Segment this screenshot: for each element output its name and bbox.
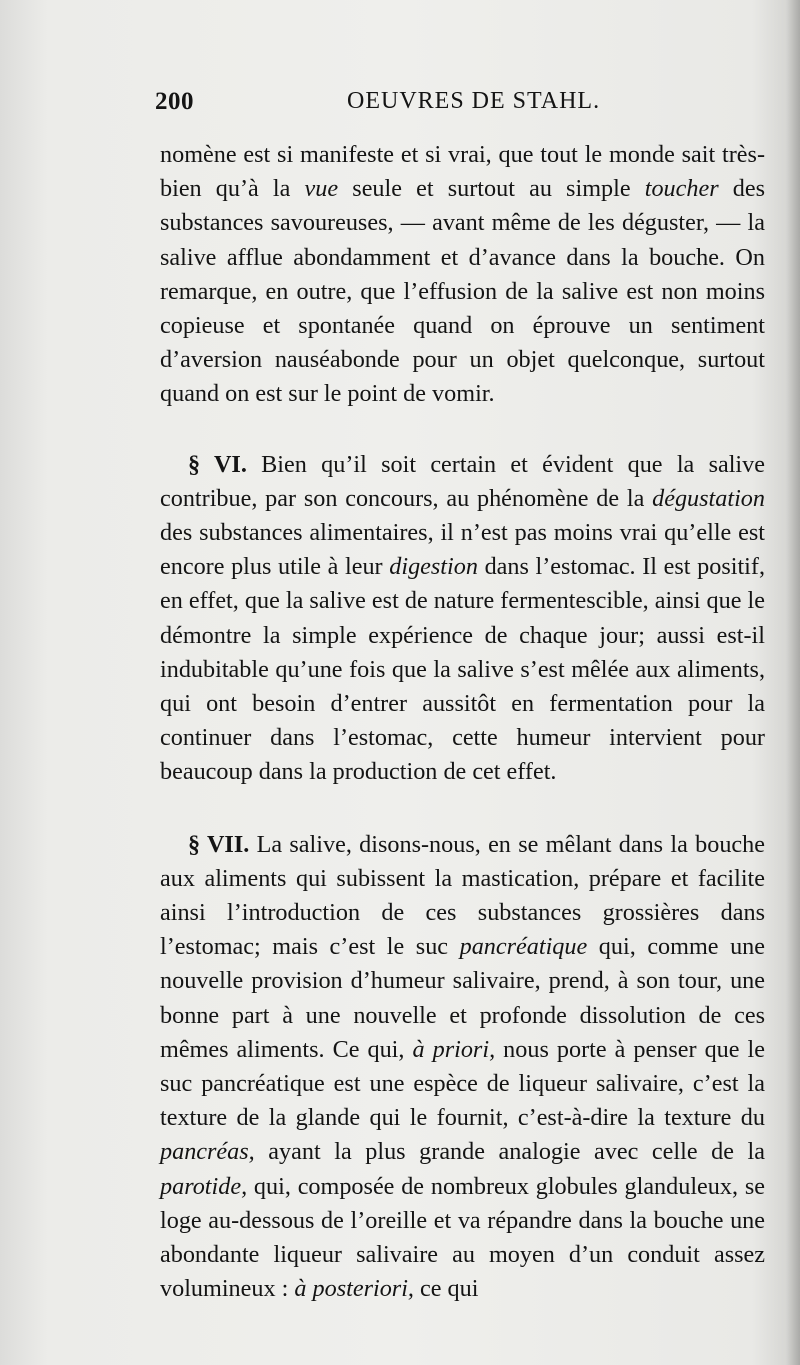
italic-run: à posteriori, (294, 1275, 414, 1303)
section-marker: § VI. (188, 450, 247, 478)
italic-run: vue (304, 175, 339, 203)
italic-run: digestion (389, 553, 478, 581)
paragraph-gap (160, 412, 765, 448)
section-marker: § VII. (188, 830, 250, 858)
italic-run: à priori, (412, 1035, 496, 1063)
text-run: des substances savoureuses, — avant même de les déguster, — la salive afflue abondamment et d’avance dans la bouche. On remarque, en outre, que l’effusion de la salive est non moins copieuse et spontanée quand on éprouve un sentiment d’aversion nauséabonde pour un objet quelconque, surtout quand on est sur le point de vomir. (160, 175, 766, 408)
italic-run: parotide, (160, 1172, 248, 1200)
paragraph-continuation (160, 138, 765, 412)
text-run: qui, comme une nouvelle provision d’humeur salivaire, prend, à son tour, une bonne part à une nouvelle et profonde dissolution de ces mêmes aliments. Ce qui, (160, 933, 765, 1063)
italic-run: toucher (644, 175, 719, 203)
text-run: Bien qu’il soit certain et évident que la salive contribue, par son concours, au phénomène de la (160, 450, 765, 512)
page-header (155, 88, 773, 122)
text-run: qui, composée de nombreux globules glanduleux, se loge au-dessous de l’oreille et va répandre dans la bouche une abondante liqueur salivaire au moyen d’un conduit assez volumineux : (160, 1172, 765, 1303)
text-run: dans l’estomac. Il est positif, en effet, que la salive est de nature fermentescible, ainsi que le démontre la simple expérience de chaque jour; aussi est-il indubitable qu’une fois que la salive s’est mêlée aux aliments, qui ont besoin d’entrer aussitôt en fermentation pour la continuer dans l’estomac, cette humeur intervient pour beaucoup dans la production de cet effet. (160, 553, 765, 786)
italic-run: pancréatique (459, 933, 588, 961)
text-run: ce qui (413, 1275, 479, 1303)
text-run: nous porte à penser que le suc pancréatique est une espèce de liqueur salivaire, c’est la texture de la glande qui le fournit, c’est-à-dire la texture du (160, 1035, 765, 1132)
text-run: ayant la plus grande analogie avec celle de la (254, 1138, 765, 1166)
text-run: La salive, disons-nous, en se mêlant dans la bouche aux aliments qui subissent la mastication, prépare et facilite ainsi l’introduction de ces substances grossières dans l’estomac; mais c’est le suc (160, 830, 765, 961)
page-number: 200 (155, 88, 194, 115)
paragraph-section-vi (160, 448, 765, 790)
text-run: des substances alimentaires, il n’est pas moins vrai qu’elle est encore plus utile à leur (160, 519, 765, 581)
running-head: OEUVRES DE STAHL. (347, 88, 601, 114)
italic-run: dégustation (652, 484, 765, 512)
paragraph-section-vii (160, 828, 765, 1307)
paragraph-gap (160, 790, 765, 828)
italic-run: pancréas, (160, 1138, 255, 1166)
page-edge-shadow (786, 0, 800, 1365)
text-run: seule et surtout au simple (338, 175, 645, 203)
text-run: nomène est si manifeste et si vrai, que tout le monde sait très-bien qu’à la (160, 141, 765, 203)
body-text (160, 138, 765, 1307)
